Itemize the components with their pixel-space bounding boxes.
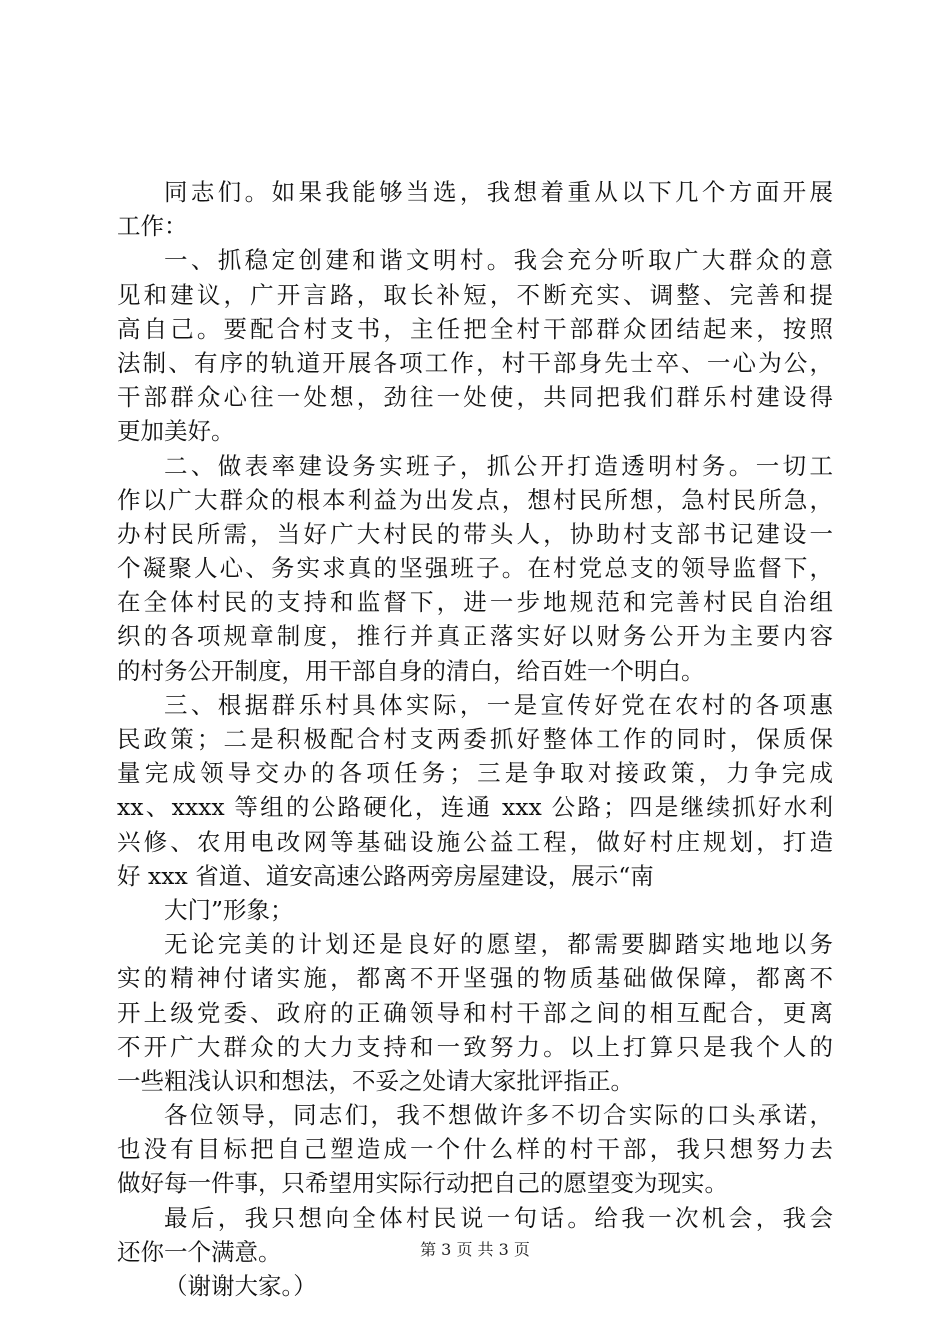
text-line: 同志们。如果我能够当选，我想着重从以下几个方面开展 <box>164 178 833 206</box>
text-line: 个凝聚人心、务实求真的坚强班子。在村党总支的领导监督下， <box>117 554 833 583</box>
text-line: 一、抓稳定创建和谐文明村。我会充分听取广大群众的意 <box>164 246 833 275</box>
text-line: 作以广大群众的根本利益为出发点，想村民所想，急村民所急， <box>117 485 833 514</box>
document-body <box>117 175 833 1303</box>
text-line: 开上级党委、政府的正确领导和村干部之间的相互配合，更离 <box>117 998 833 1027</box>
text-line: 在全体村民的支持和监督下，进一步地规范和完善村民自治组 <box>117 588 833 617</box>
text-line: 民政策；二是积极配合村支两委抓好整体工作的同时，保质保 <box>117 725 833 753</box>
text-line: 的村务公开制度，用干部自身的清白，给百姓一个明白。 <box>117 656 705 685</box>
text-line: 大门”形象； <box>164 895 294 924</box>
text-line: 干部群众心往一处想，劲往一处使，共同把我们群乐村建设得 <box>117 383 833 412</box>
text-line: 不开广大群众的大力支持和一致努力。以上打算只是我个人的 <box>117 1032 833 1061</box>
text-line: xx、xxxx 等组的公路硬化，连通 xxx 公路；四是继续抓好水利 <box>117 793 833 822</box>
page-number-footer: 第 3 页 共 3 页 <box>420 1240 530 1259</box>
text-line: 各位领导，同志们，我不想做许多不切合实际的口头承诺， <box>164 1101 833 1130</box>
text-line: 最后，我只想向全体村民说一句话。给我一次机会，我会 <box>164 1203 833 1232</box>
text-line: 量完成领导交办的各项任务；三是争取对接政策，力争完成 <box>117 759 833 788</box>
text-line: 无论完美的计划还是良好的愿望，都需要脚踏实地地以务 <box>164 930 833 959</box>
text-line: 好 xxx 省道、道安高速公路两旁房屋建设，展示“南 <box>117 861 654 890</box>
text-line: 三、根据群乐村具体实际，一是宣传好党在农村的各项惠 <box>164 690 833 719</box>
text-line: 办村民所需，当好广大村民的带头人，协助村支部书记建设一 <box>117 519 833 548</box>
text-line: 也没有目标把自己塑造成一个什么样的村干部，我只想努力去 <box>117 1135 833 1164</box>
text-line: 见和建议，广开言路，取长补短，不断充实、调整、完善和提 <box>117 280 833 309</box>
text-line: 工作： <box>117 212 188 241</box>
text-line: 一些粗浅认识和想法，不妥之处请大家批评指正。 <box>117 1066 634 1095</box>
text-line: 二、做表率建设务实班子，抓公开打造透明村务。一切工 <box>164 451 833 480</box>
text-line: 更加美好。 <box>117 417 235 446</box>
text-line: 还你一个满意。 <box>117 1237 282 1266</box>
text-line: 做好每一件事，只希望用实际行动把自己的愿望变为现实。 <box>117 1169 728 1198</box>
text-line: 法制、有序的轨道开展各项工作，村干部身先士卒、一心为公， <box>117 348 833 377</box>
text-line: 实的精神付诸实施，都离不开坚强的物质基础做保障，都离不 <box>117 964 833 993</box>
text-line: 织的各项规章制度，推行并真正落实好以财务公开为主要内容 <box>117 622 833 651</box>
text-line: 兴修、农用电改网等基础设施公益工程，做好村庄规划，打造 <box>117 827 833 856</box>
text-line: 高自己。要配合村支书，主任把全村干部群众团结起来，按照 <box>117 314 833 343</box>
text-line: （谢谢大家。） <box>164 1272 317 1300</box>
